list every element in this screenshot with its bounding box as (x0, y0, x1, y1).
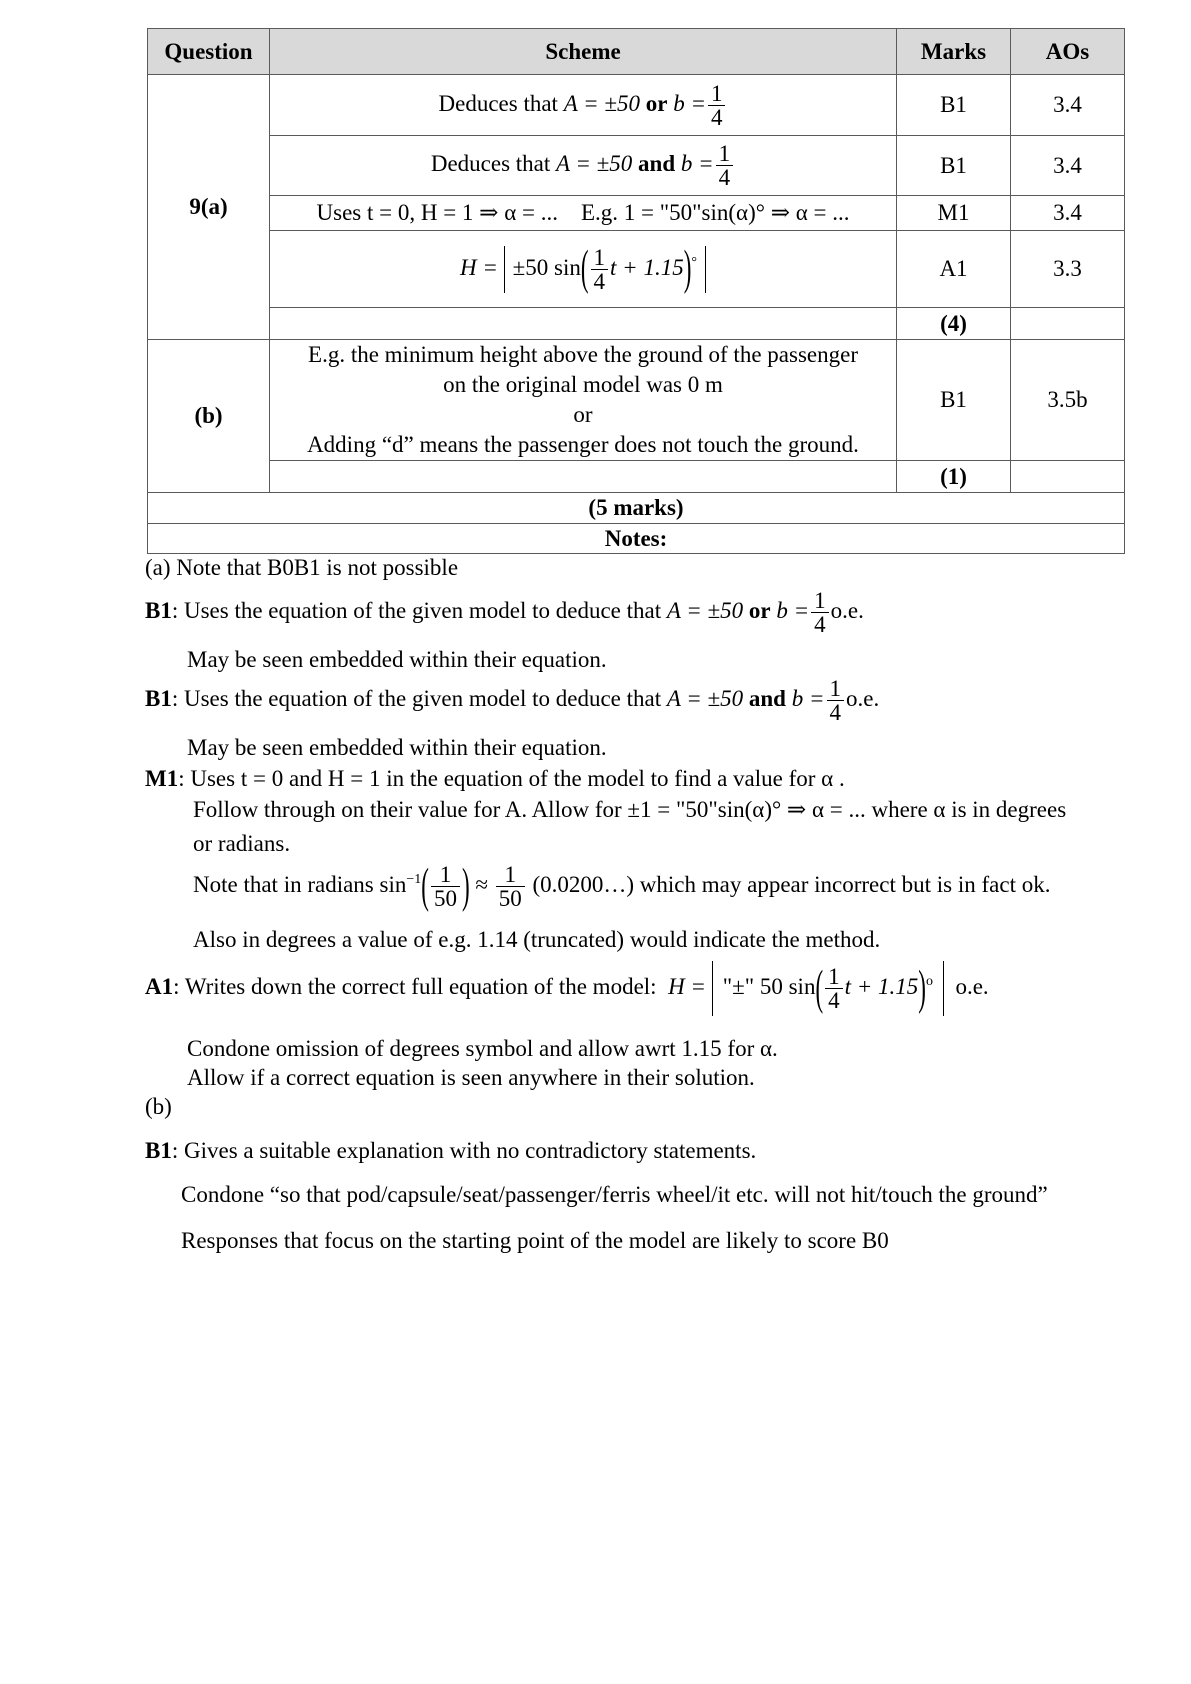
question-cell-b: (b) (148, 340, 270, 493)
scheme-text: Deduces that (438, 90, 558, 116)
note-math: A = ±50 (666, 597, 744, 623)
mark-subtotal: (4) (897, 308, 1011, 340)
note-label: M1 (145, 766, 179, 791)
table-row (148, 340, 1125, 461)
scheme-math: b = (673, 90, 706, 116)
note-suffix: o.e. (830, 597, 864, 623)
table-header-row (148, 29, 1125, 75)
table-row (148, 75, 1125, 136)
note-sub: Responses that focus on the starting point of the model are likely to score B0 (181, 1228, 889, 1253)
mark-cell: B1 (897, 75, 1011, 136)
note-b1-b (145, 1138, 756, 1164)
fraction: $\frac{1}{50}$ (431, 863, 460, 910)
note-join: or (748, 597, 771, 623)
note-math: H = (668, 973, 706, 999)
scheme-math: A = ±50 (563, 90, 640, 116)
degree-symbol: ° (691, 254, 697, 270)
scheme-cell (270, 308, 897, 340)
note-sub: Allow if a correct equation is seen anywhere in their solution. (187, 1065, 755, 1090)
note-label: B1 (145, 685, 172, 711)
note-a1 (145, 961, 989, 1016)
header-question: Question (148, 29, 270, 75)
scheme-text: Deduces that (430, 150, 551, 176)
note-b1-first (145, 589, 864, 636)
fraction: $\frac{1}{4}$ (591, 246, 609, 293)
scheme-cell (270, 461, 897, 493)
note-text: : Uses the equation of the given model to deduce that (171, 597, 662, 623)
scheme-join: or (645, 90, 668, 116)
note-join: and (748, 685, 786, 711)
note-math: "±" 50 sin (722, 973, 816, 999)
inverse-superscript: −1 (406, 872, 422, 888)
header-aos: AOs (1011, 29, 1125, 75)
scheme-cell (270, 231, 897, 308)
ao-cell: 3.5b (1011, 340, 1125, 461)
scheme-line: or (573, 402, 593, 427)
note-text: : Gives a suitable explanation with no contradictory statements. (171, 1138, 757, 1163)
note-m1-line2: Follow through on their value for A. Allow for ±1 = "50"sin(α)° ⇒ α = ... where α is in degrees (193, 797, 1067, 822)
scheme-line: on the original model was 0 m (443, 372, 723, 397)
mark-cell: M1 (897, 196, 1011, 231)
note-m1 (145, 766, 845, 792)
note-suffix: o.e. (955, 973, 989, 999)
fraction: $\frac{1}{4}$ (811, 589, 829, 636)
ao-cell: 3.4 (1011, 196, 1125, 231)
mark-cell: A1 (897, 231, 1011, 308)
table-row (148, 136, 1125, 196)
note-suffix: o.e. (846, 685, 880, 711)
scheme-math: H = (460, 254, 498, 280)
ao-cell: 3.4 (1011, 75, 1125, 136)
fraction: $\frac{1}{50}$ (496, 863, 525, 910)
note-math: b = (791, 685, 825, 711)
table-row (148, 308, 1125, 340)
total-marks: (5 marks) (148, 493, 1125, 524)
note-m1-line3: or radians. (193, 831, 291, 856)
scheme-text: E.g. 1 = "50"sin(α)° ⇒ α = ... (580, 200, 850, 225)
table-row (148, 231, 1125, 308)
note-b1-second (145, 677, 879, 724)
ao-cell (1011, 461, 1125, 493)
scheme-cell (270, 75, 897, 136)
scheme-text: Uses t = 0, H = 1 ⇒ α = ... (316, 200, 558, 225)
note-math: t + 1.15 (844, 973, 919, 999)
fraction: $\frac{1}{4}$ (716, 142, 734, 189)
notes-label: Notes: (148, 524, 1125, 554)
scheme-line: Adding “d” means the passenger does not touch the ground. (307, 432, 859, 457)
fraction: $\frac{1}{4}$ (825, 965, 843, 1012)
header-marks: Marks (897, 29, 1011, 75)
mark-cell: B1 (897, 340, 1011, 461)
note-math: A = ±50 (666, 685, 744, 711)
scheme-cell (270, 136, 897, 196)
note-m1-radians: Note that in radians $\sin^{-1}$( $\frac{1}{50}$ ) ≈ $\frac{1}{50}$ (0.0200…) which may appear incorrect but is in fact ok. (193, 859, 1051, 912)
note-sub: Condone omission of degrees symbol and allow awrt 1.15 for α. (187, 1036, 778, 1061)
note-label: B1 (145, 597, 172, 623)
note-m1-line5: Also in degrees a value of e.g. 1.14 (truncated) would indicate the method. (193, 927, 881, 952)
degree-symbol: o (925, 974, 933, 990)
table-row (148, 493, 1125, 524)
scheme-math: A = ±50 (556, 150, 633, 176)
note-sub: Condone “so that pod/capsule/seat/passenger/ferris wheel/it etc. will not hit/touch the ground” (181, 1182, 1048, 1207)
note-text: : Writes down the correct full equation of the model: (173, 973, 657, 999)
mark-cell: B1 (897, 136, 1011, 196)
scheme-cell (270, 196, 897, 231)
ao-cell: 3.4 (1011, 136, 1125, 196)
scheme-join: and (638, 150, 676, 176)
note-sub: May be seen embedded within their equation. (187, 735, 607, 760)
note-a-intro: (a) Note that B0B1 is not possible (145, 555, 459, 580)
table-row (148, 524, 1125, 554)
note-sub: May be seen embedded within their equation. (187, 647, 607, 672)
fraction: $\frac{1}{4}$ (708, 82, 726, 129)
table-row (148, 196, 1125, 231)
note-math: b = (776, 597, 810, 623)
scheme-cell (270, 340, 897, 461)
note-text: : Uses the equation of the given model to deduce that (171, 685, 662, 711)
mark-subtotal: (1) (897, 461, 1011, 493)
question-cell-9a: 9(a) (148, 75, 270, 340)
approx-symbol: ≈ (475, 871, 488, 897)
note-label: A1 (145, 973, 174, 999)
note-label: B1 (145, 1138, 172, 1163)
ao-cell: 3.3 (1011, 231, 1125, 308)
absolute-value: "±" 50 sin( $\frac{1}{4}$ t + 1.15)$^o$ (712, 961, 944, 1016)
note-text: Note that in radians sin (193, 871, 407, 897)
table-row (148, 461, 1125, 493)
fraction: $\frac{1}{4}$ (827, 677, 845, 724)
scheme-line: E.g. the minimum height above the ground of the passenger (308, 342, 858, 367)
scheme-math: ±50 sin (512, 254, 581, 280)
header-scheme: Scheme (270, 29, 897, 75)
absolute-value: ±50 sin( $\frac{1}{4}$ t + 1.15)° (504, 246, 706, 293)
mark-scheme-table (147, 28, 1125, 554)
scheme-math: b = (680, 150, 714, 176)
ao-cell (1011, 308, 1125, 340)
note-text: (0.0200…) which may appear incorrect but is in fact ok. (532, 871, 1051, 897)
scheme-math: t + 1.15 (610, 254, 684, 280)
note-text: : Uses t = 0 and H = 1 in the equation of the model to find a value for α . (178, 766, 845, 791)
note-b-intro: (b) (145, 1094, 172, 1119)
